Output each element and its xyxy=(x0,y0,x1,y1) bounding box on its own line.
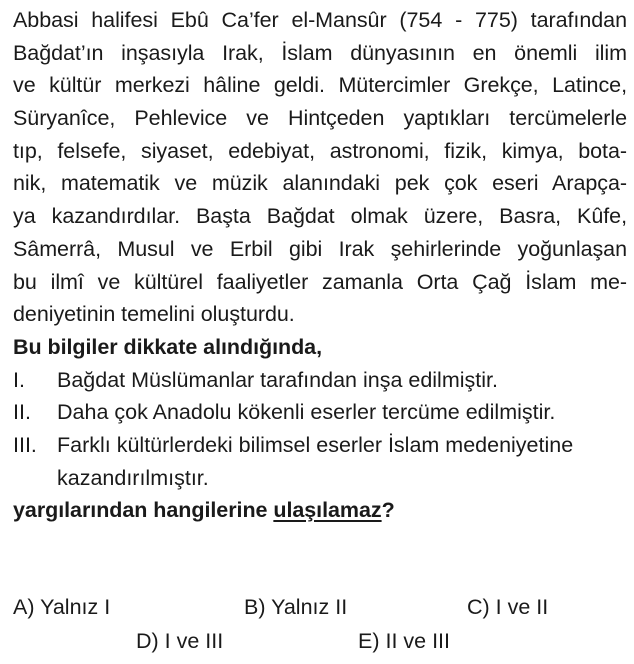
passage-line-7: ya kazandırdılar. Başta Bağdat olmak üzere, Basra, Kûfe, xyxy=(13,204,627,229)
passage-line-3: ve kültür merkezi hâline geldi. Mütercimler Grekçe, Latince, xyxy=(13,73,627,98)
choice-letter: D) xyxy=(136,629,159,653)
passage-line-2: Bağdat’ın inşasıyla Irak, İslam dünyasının en önemli ilim xyxy=(13,40,627,65)
passage-line-10: deniyetinin temelini oluşturdu. xyxy=(13,302,295,327)
statement-item-3 xyxy=(13,429,627,494)
statement-text: Farklı kültürlerdeki bilimsel eserler İslam medeniyetine kazandırılmıştır. xyxy=(57,432,574,490)
choice-letter: A) xyxy=(13,595,35,619)
choice-letter: B) xyxy=(244,595,266,619)
question-stem xyxy=(13,494,627,527)
choice-d[interactable] xyxy=(136,628,223,654)
question-emphasis: ulaşılamaz xyxy=(273,498,382,523)
choice-text: I ve II xyxy=(495,595,549,619)
lead-in: Bu bilgiler dikkate alındığında, xyxy=(13,334,323,359)
question-suffix: ? xyxy=(381,498,395,523)
statement-item-1 xyxy=(13,364,627,397)
statement-text: Daha çok Anadolu kökenli eserler tercüme edilmiştir. xyxy=(57,400,556,425)
passage xyxy=(13,4,627,331)
choice-letter: C) xyxy=(467,595,490,619)
statement-item-2 xyxy=(13,396,627,429)
question-block xyxy=(13,4,627,527)
question-prefix: yargılarından hangilerine xyxy=(13,498,274,523)
passage-line-9: bu ilmî ve kültürel faaliyetler zamanla Orta Çağ İslam me- xyxy=(13,269,627,294)
choice-e[interactable] xyxy=(358,628,450,654)
statement-number: III. xyxy=(13,432,37,457)
choice-a[interactable] xyxy=(13,594,110,620)
choice-text: II ve III xyxy=(385,629,451,653)
choice-text: Yalnız II xyxy=(271,595,348,619)
passage-line-1: Abbasi halifesi Ebû Ca’fer el-Mansûr (754 - 775) tarafından xyxy=(13,8,627,32)
passage-line-5: tıp, felsefe, siyaset, edebiyat, astronomi, fizik, kimya, bota- xyxy=(13,138,627,163)
passage-line-6: nik, matematik ve müzik alanındaki pek çok eseri Arapça- xyxy=(13,171,627,196)
statement-number: II. xyxy=(13,400,31,425)
passage-line-4: Süryanîce, Pehlevice ve Hintçeden yaptıkları tercümelerle xyxy=(13,106,627,131)
choice-letter: E) xyxy=(358,629,380,653)
passage-line-8: Sâmerrâ, Musul ve Erbil gibi Irak şehirlerinde yoğunlaşan xyxy=(13,236,627,261)
choice-c[interactable] xyxy=(467,594,548,620)
statement-list xyxy=(13,364,627,495)
statement-number: I. xyxy=(13,367,25,392)
choice-text: I ve III xyxy=(164,629,224,653)
choice-text: Yalnız I xyxy=(40,595,111,619)
statement-text: Bağdat Müslümanlar tarafından inşa edilmiştir. xyxy=(57,367,498,392)
choice-b[interactable] xyxy=(244,594,347,620)
